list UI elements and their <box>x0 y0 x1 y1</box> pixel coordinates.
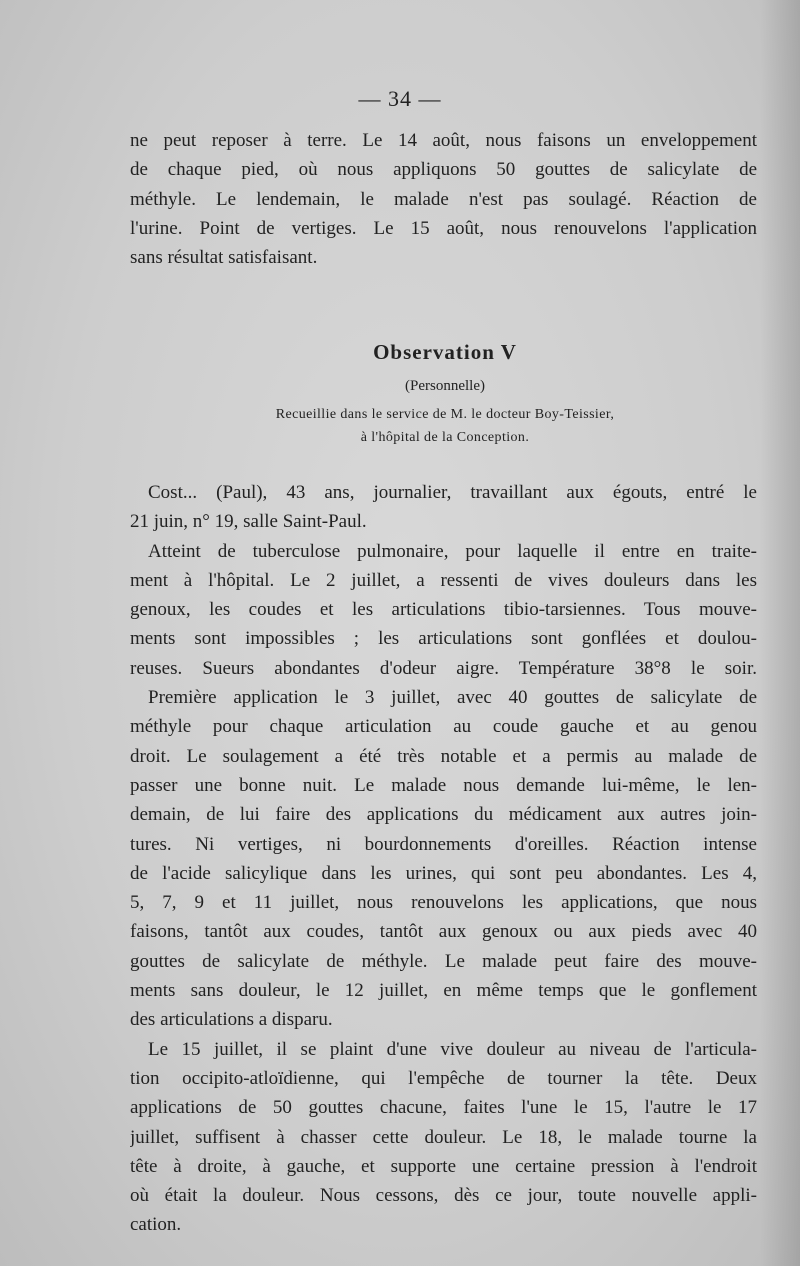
text-line: droit. Le soulagement a été très notable et a permis au malade de <box>130 745 757 767</box>
text-line: faisons, tantôt aux coudes, tantôt aux genoux ou aux pieds avec 40 <box>130 921 757 943</box>
observation-collected-line2: à l'hôpital de la Conception. <box>360 430 530 445</box>
text-line: où était la douleur. Nous cessons, dès ce jour, toute nouvelle appli- <box>130 1185 757 1207</box>
text-line: méthyle. Le lendemain, le malade n'est pas soulagé. Réaction de <box>130 188 757 210</box>
text-line: applications de 50 gouttes chacune, faites l'une le 15, l'autre le 17 <box>130 1097 757 1119</box>
observation-collected-line1: Recueillie dans le service de M. le docteur Boy-Teissier, <box>275 407 615 422</box>
text-line: ment à l'hôpital. Le 2 juillet, a ressenti de vives douleurs dans les <box>130 569 757 591</box>
text-line: ments sans douleur, le 12 juillet, en même temps que le gonflement <box>130 980 757 1002</box>
text-line: demain, de lui faire des applications du médicament aux autres join- <box>130 804 757 826</box>
text-line: des articulations a disparu. <box>130 1009 333 1031</box>
observation-source: (Personnelle) <box>405 378 485 394</box>
text-line: Atteint de tuberculose pulmonaire, pour laquelle il entre en traite- <box>148 540 757 562</box>
text-line: tion occipito-atloïdienne, qui l'empêche de tourner la tête. Deux <box>130 1067 757 1089</box>
text-line: 21 juin, n° 19, salle Saint-Paul. <box>130 511 367 533</box>
text-line: l'urine. Point de vertiges. Le 15 août, nous renouvelons l'application <box>130 217 757 239</box>
text-line: Cost... (Paul), 43 ans, journalier, travaillant aux égouts, entré le <box>148 482 757 503</box>
text-line: gouttes de salicylate de méthyle. Le malade peut faire des mouve- <box>130 950 757 972</box>
text-line: tête à droite, à gauche, et supporte une certaine pression à l'endroit <box>130 1155 757 1177</box>
text-line: cation. <box>130 1214 182 1236</box>
text-line: passer une bonne nuit. Le malade nous demande lui-même, le len- <box>130 774 757 796</box>
text-line: 5, 7, 9 et 11 juillet, nous renouvelons les applications, que nous <box>130 892 757 914</box>
text-line: genoux, les coudes et les articulations tibio-tarsiennes. Tous mouve- <box>130 599 757 621</box>
text-line: sans résultat satisfaisant. <box>130 247 318 269</box>
observation-title: Observation V <box>373 340 517 364</box>
page-edge-shadow <box>760 0 800 1266</box>
text-line: juillet, suffisent à chasser cette douleur. Le 18, le malade tourne la <box>130 1126 757 1148</box>
text-line: tures. Ni vertiges, ni bourdonnements d'oreilles. Réaction intense <box>130 833 757 855</box>
text-line: Première application le 3 juillet, avec 40 gouttes de salicylate de <box>148 687 757 709</box>
text-line: méthyle pour chaque articulation au coude gauche et au genou <box>130 716 757 738</box>
text-line: ments sont impossibles ; les articulations sont gonflées et doulou- <box>130 628 757 650</box>
text-line: ne peut reposer à terre. Le 14 août, nous faisons un enveloppement <box>130 130 757 151</box>
paragraph-continuation <box>130 126 757 272</box>
text-line: Le 15 juillet, il se plaint d'une vive douleur au niveau de l'articula- <box>148 1038 757 1060</box>
observation-body <box>130 478 757 1240</box>
text-line: de l'acide salicylique dans les urines, qui sont peu abondantes. Les 4, <box>130 862 757 884</box>
text-line: de chaque pied, où nous appliquons 50 gouttes de salicylate de <box>130 159 757 181</box>
page-number: — 34 — <box>358 86 442 111</box>
text-line: reuses. Sueurs abondantes d'odeur aigre. Température 38°8 le soir. <box>130 657 757 679</box>
